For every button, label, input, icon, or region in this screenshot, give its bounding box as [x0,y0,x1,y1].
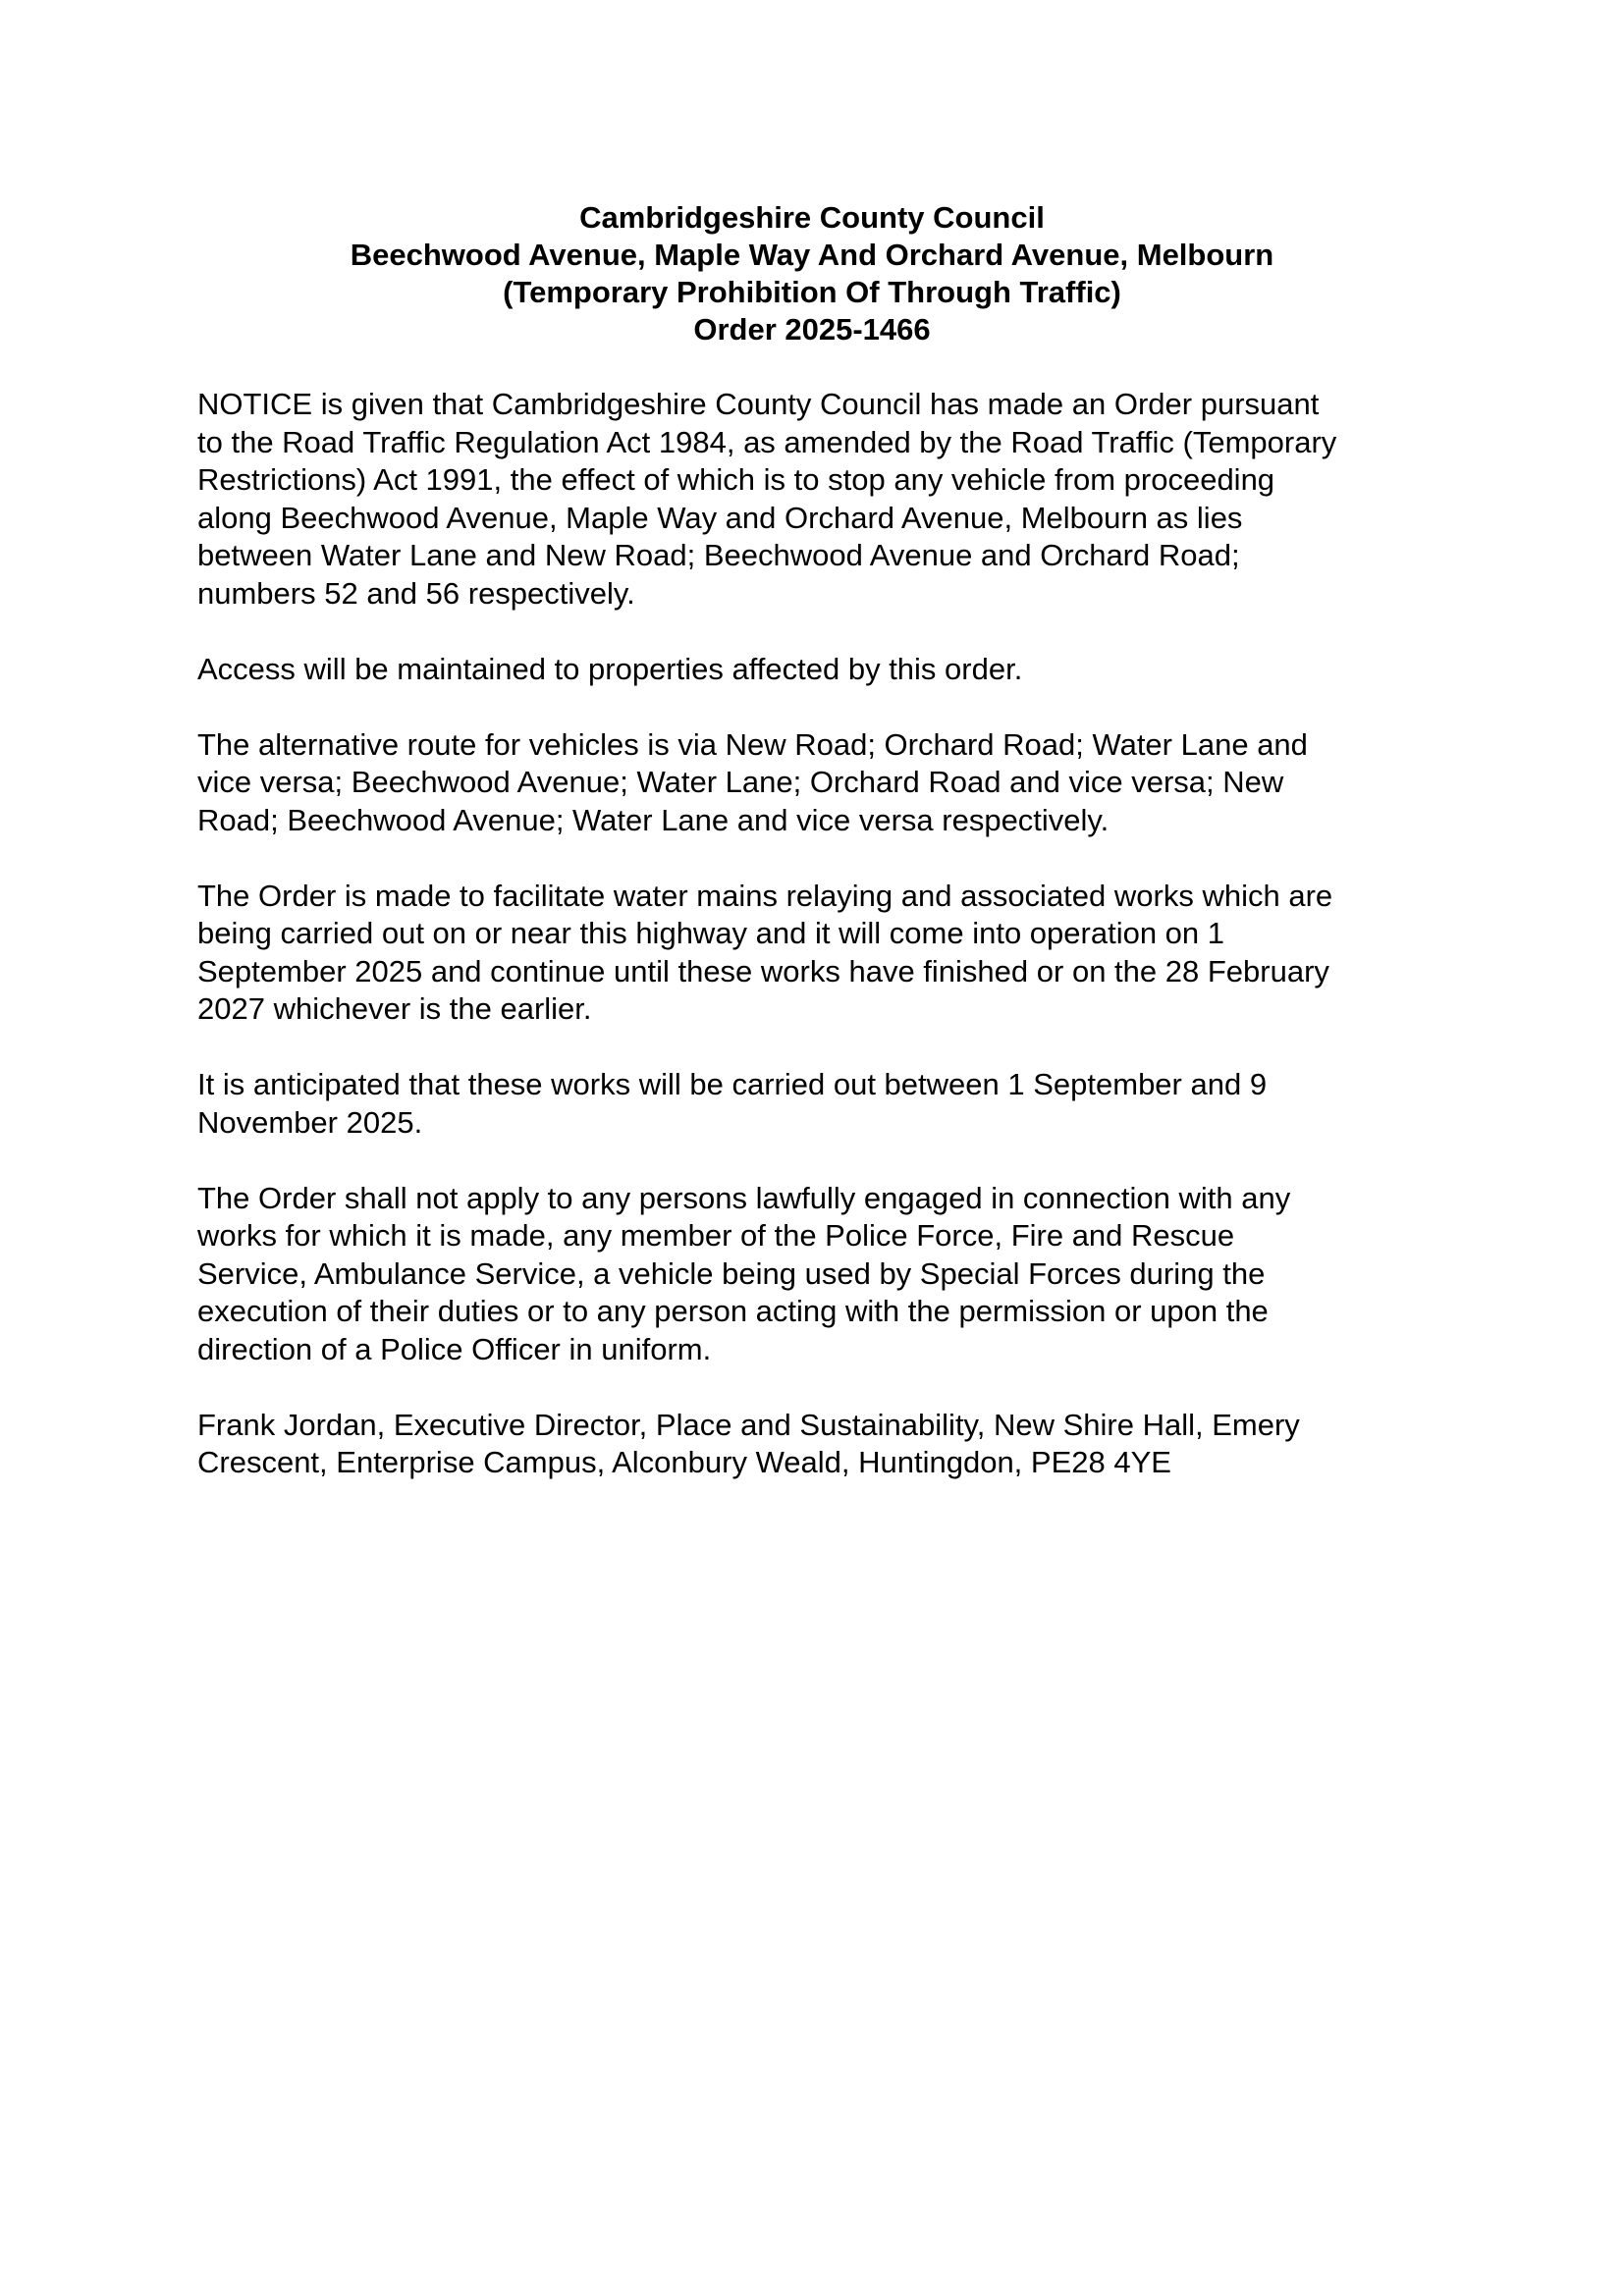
order-number: Order 2025-1466 [693,312,931,347]
exemptions-paragraph: The Order shall not apply to any persons lawfully engaged in connection with any works for which it is made, any member of the Police Force, Fire and Rescue Service, Ambulance Service, a vehicle being used by Special Forces during the execution of their duties or to any person acting with the permission or upon the direction of a Police Officer in uniform. [197,1180,1291,1366]
notice-body [197,386,1439,1520]
road-names-title: Beechwood Avenue, Maple Way And Orchard Avenue, Melbourn [350,238,1274,272]
council-name: Cambridgeshire County Council [579,200,1045,235]
notice-header [196,199,1428,348]
anticipated-dates-paragraph: It is anticipated that these works will be carried out between 1 September and 9 November 2025. [197,1067,1268,1140]
order-subtitle: (Temporary Prohibition Of Through Traffic) [503,275,1121,309]
access-paragraph: Access will be maintained to properties affected by this order. [197,651,1023,686]
purpose-paragraph: The Order is made to facilitate water mains relaying and associated works which are being carried out on or near this highway and it will come into operation on 1 September 2025 and continue until these works have finished or on the 28 February 2027 whichever is the earlier. [197,878,1333,1026]
notice-paragraph: NOTICE is given that Cambridgeshire County Council has made an Order pursuant to the Road Traffic Regulation Act 1984, as amended by the Road Traffic (Temporary Restrictions) Act 1991, the effect of which is to stop any vehicle from proceeding along Beechwood Avenue, Maple Way and Orchard Avenue, Melbourn as lies between Water Lane and New Road; Beechwood Avenue and Orchard Road; numbers 52 and 56 respectively. [197,387,1337,611]
signatory-paragraph: Frank Jordan, Executive Director, Place and Sustainability, New Shire Hall, Emery Crescent, Enterprise Campus, Alconbury Weald, Huntingdon, PE28 4YE [197,1407,1300,1479]
alternative-route-paragraph: The alternative route for vehicles is via New Road; Orchard Road; Water Lane and vice versa; Beechwood Avenue; Water Lane; Orchard Road and vice versa; New Road; Beechwood Avenue; Water Lane and vice versa respectively. [197,726,1308,837]
